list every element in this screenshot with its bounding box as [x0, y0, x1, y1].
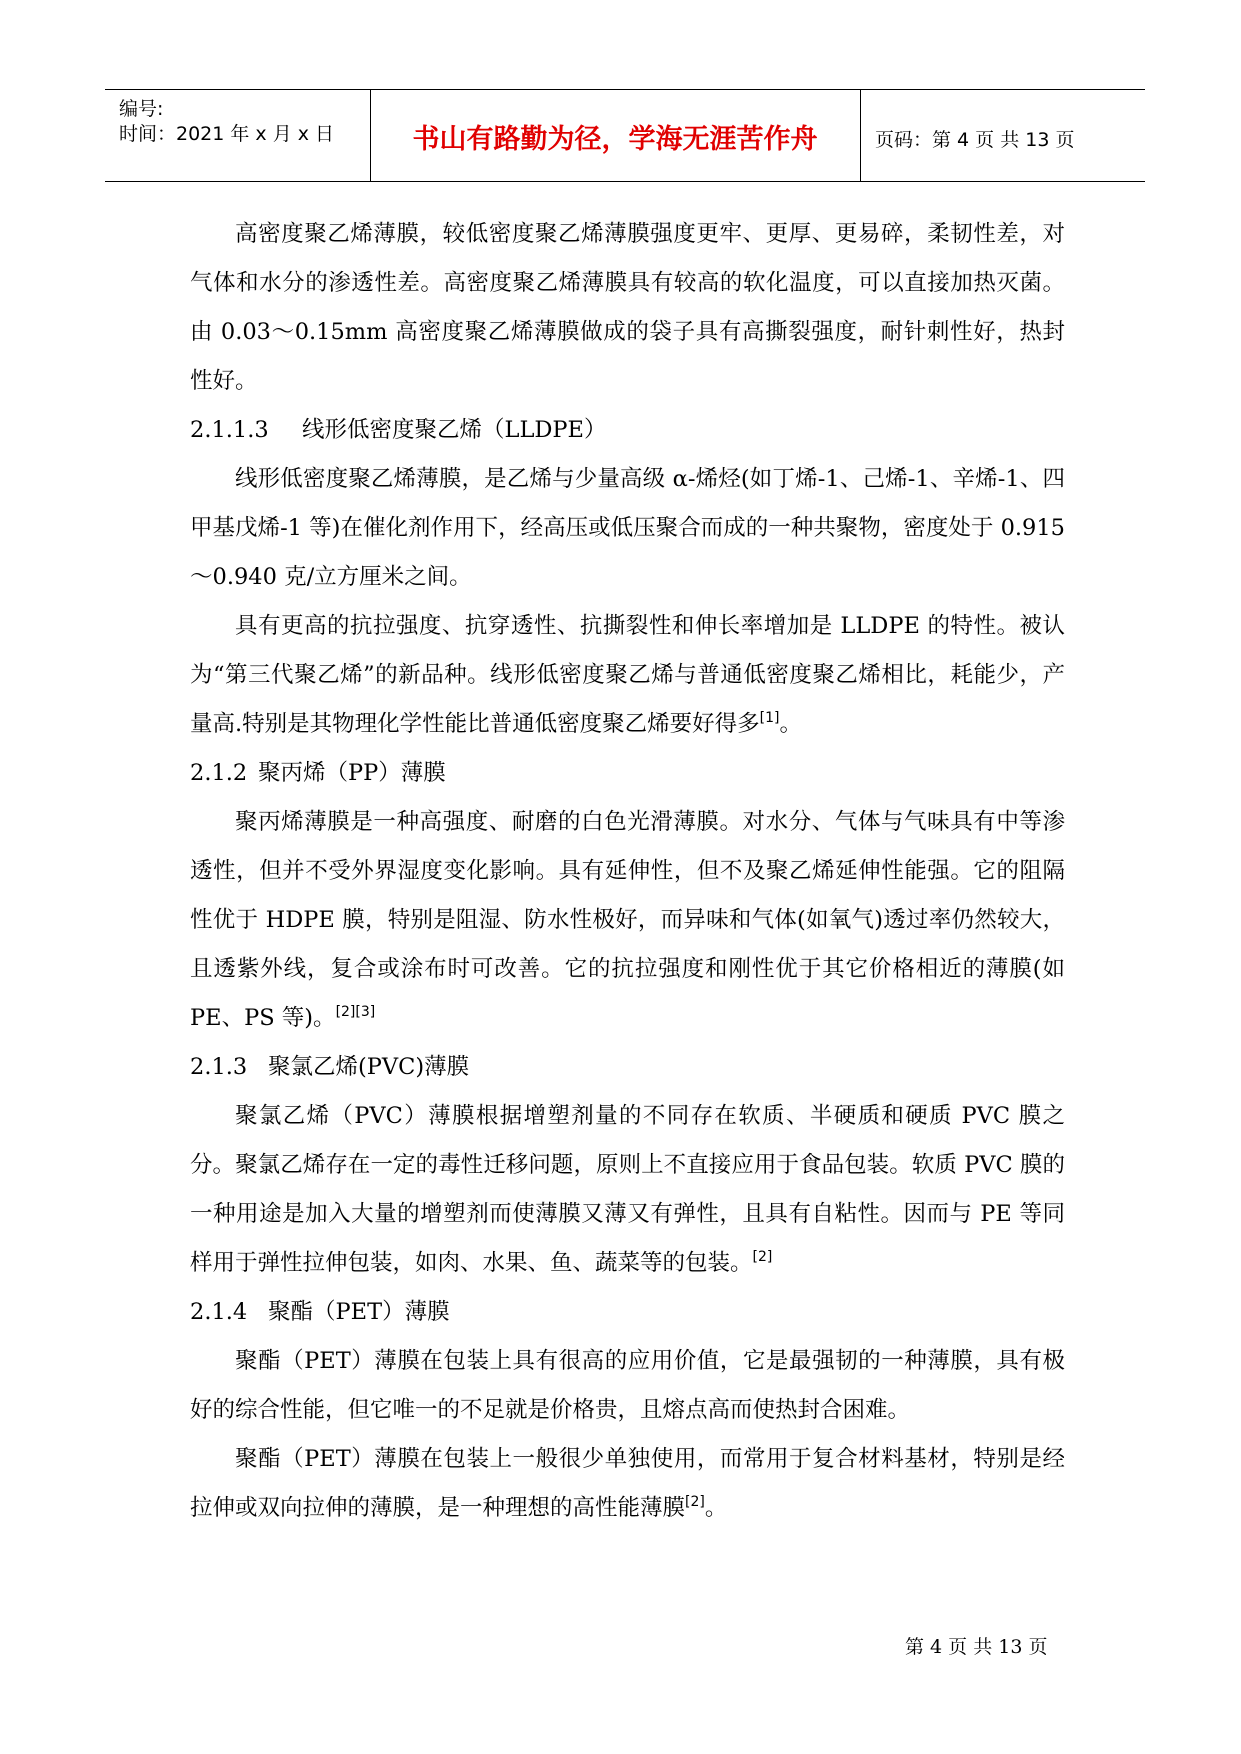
section-number: 2.1.3	[190, 1054, 248, 1080]
paragraph-pp	[190, 798, 1065, 1043]
paragraph-lldpe-definition: 线形低密度聚乙烯薄膜，是乙烯与少量高级 α-烯烃(如丁烯-1、己烯-1、辛烯-1、四甲基戊烯-1 等)在催化剂作用下，经高压或低压聚合而成的一种共聚物，密度处于 0.915～0.940 克/立方厘米之间。	[190, 466, 1065, 590]
paragraph-pvc	[190, 1092, 1065, 1288]
section-number: 2.1.2	[190, 760, 248, 786]
page-header	[105, 89, 1145, 183]
section-heading-pp	[190, 749, 1065, 798]
paragraph-hdpe: 高密度聚乙烯薄膜，较低密度聚乙烯薄膜强度更牢、更厚、更易碎，柔韧性差，对气体和水分的渗透性差。高密度聚乙烯薄膜具有较高的软化温度，可以直接加热灭菌。由 0.03～0.15mm 高密度聚乙烯薄膜做成的袋子具有高撕裂强度，耐针刺性好，热封性好。	[190, 221, 1065, 394]
header-bottom-rule	[105, 181, 1145, 182]
header-divider-right	[860, 89, 861, 182]
citation-ref: [2]	[685, 1494, 705, 1510]
section-title: 线形低密度聚乙烯（LLDPE）	[302, 417, 607, 443]
paragraph-text: 具有更高的抗拉强度、抗穿透性、抗撕裂性和伸长率增加是 LLDPE 的特性。被认为“第三代聚乙烯”的新品种。线形低密度聚乙烯与普通低密度聚乙烯相比，耗能少，产量高.特别是其物理化学性能比普通低密度聚乙烯要好得多	[190, 613, 1065, 737]
paragraph-pet-usage	[190, 1435, 1065, 1533]
header-top-rule	[105, 89, 1145, 90]
serial-label: 编号:	[119, 98, 164, 120]
paragraph-text: 聚氯乙烯（PVC）薄膜根据增塑剂量的不同存在软质、半硬质和硬质 PVC 膜之分。聚氯乙烯存在一定的毒性迁移问题，原则上不直接应用于食品包装。软质 PVC 膜的一种用途是加入大量的增塑剂而使薄膜又薄又有弹性，且具有自粘性。因而与 PE 等同样用于弹性拉伸包装，如肉、水果、鱼、蔬菜等的包装。	[190, 1103, 1065, 1276]
section-heading-pvc	[190, 1043, 1065, 1092]
document-body	[190, 210, 1065, 1533]
paragraph-text: 聚酯（PET）薄膜在包装上一般很少单独使用，而常用于复合材料基材，特别是经拉伸或双向拉伸的薄膜，是一种理想的高性能薄膜	[190, 1446, 1065, 1521]
citation-ref: [2][3]	[335, 1004, 376, 1020]
paragraph-end: 。	[779, 711, 803, 737]
citation-ref: [1]	[759, 710, 780, 726]
section-title: 聚丙烯（PP）薄膜	[258, 760, 446, 786]
section-heading-pet	[190, 1288, 1065, 1337]
header-motto: 书山有路勤为径，学海无涯苦作舟	[412, 124, 818, 155]
section-heading-lldpe	[190, 406, 1065, 455]
paragraph-text: 聚丙烯薄膜是一种高强度、耐磨的白色光滑薄膜。对水分、气体与气味具有中等渗透性，但并不受外界湿度变化影响。具有延伸性，但不及聚乙烯延伸性能强。它的阻隔性优于 HDPE 膜，特别是阻湿、防水性极好，而异味和气体(如氧气)透过率仍然较大，且透紫外线，复合或涂布时可改善。它的抗拉强度和刚性优于其它价格相近的薄膜(如 PE、PS 等)。	[190, 809, 1065, 1031]
paragraph-end: 。	[704, 1495, 728, 1521]
section-title: 聚氯乙烯(PVC)薄膜	[268, 1054, 470, 1080]
header-page-info: 页码：第 4 页 共 13 页	[875, 129, 1075, 151]
section-number: 2.1.1.3	[190, 417, 269, 443]
section-title: 聚酯（PET）薄膜	[268, 1299, 450, 1325]
page-footer: 第 4 页 共 13 页	[905, 1636, 1048, 1658]
paragraph-pet-value: 聚酯（PET）薄膜在包装上具有很高的应用价值，它是最强韧的一种薄膜，具有极好的综合性能，但它唯一的不足就是价格贵，且熔点高而使热封合困难。	[190, 1348, 1065, 1423]
section-number: 2.1.4	[190, 1299, 248, 1325]
paragraph-lldpe-properties	[190, 602, 1065, 749]
citation-ref: [2]	[752, 1249, 773, 1265]
time-label: 时间：2021 年 x 月 x 日	[119, 123, 335, 145]
